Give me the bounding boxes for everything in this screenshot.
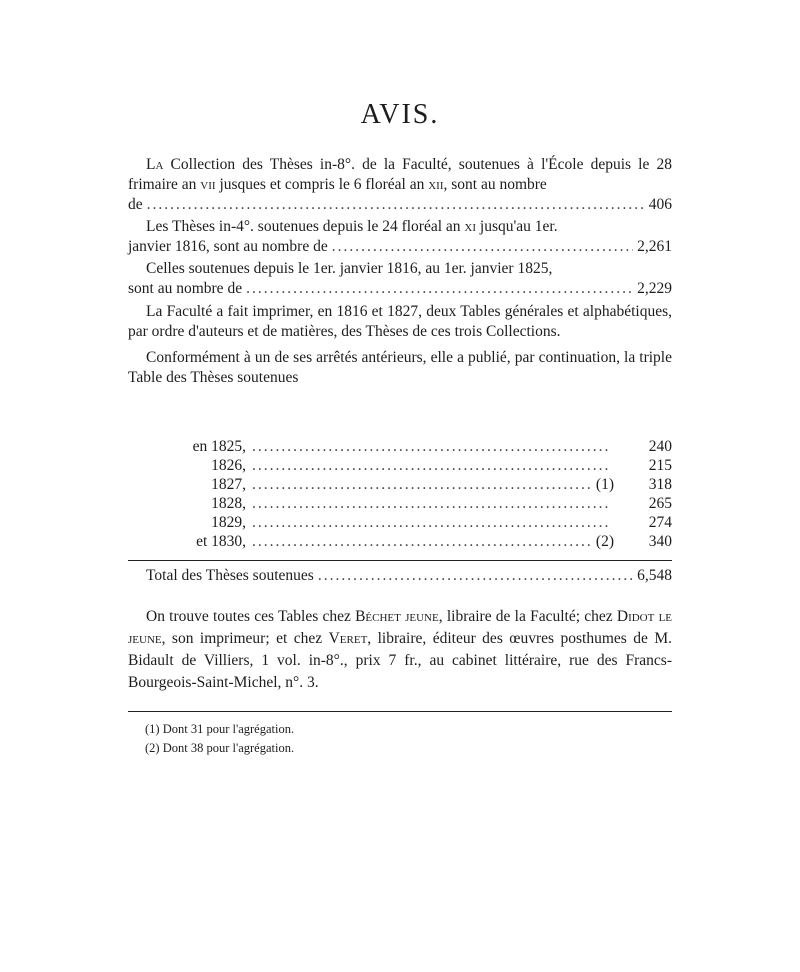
page-title: AVIS. xyxy=(360,98,440,130)
paragraph-availability xyxy=(128,606,672,694)
dot-leader xyxy=(252,475,590,494)
printer-name: Didot le jeune xyxy=(128,608,673,647)
table-row xyxy=(128,437,672,456)
total-label: Total des Thèses soutenues xyxy=(146,567,314,584)
count-row-octavo xyxy=(128,195,672,215)
year-label: en 1825, xyxy=(192,438,246,455)
footnote-2: (2) Dont 38 pour l'agrégation. xyxy=(145,741,295,755)
roman-year: vii xyxy=(200,176,216,193)
dot-leader xyxy=(252,513,608,532)
paragraph-continuation: Conformément à un de ses arrêtés antérieurs, elle a publié, par continuation, la triple Table des Thèses soutenues xyxy=(128,349,672,386)
paragraph-lead: La xyxy=(146,156,164,173)
footnote-ref: (2) xyxy=(595,533,614,550)
publisher-name: Veret xyxy=(328,630,368,647)
paragraph-text: , libraire de la Faculté; chez xyxy=(438,608,617,625)
year-label: et 1830, xyxy=(196,533,246,550)
year-label: 1827, xyxy=(211,476,246,493)
availability-section xyxy=(128,606,672,694)
paragraph-text: jusques et compris le 6 floréal an xyxy=(215,176,429,193)
year-count: 340 xyxy=(648,533,672,550)
row-count: 406 xyxy=(648,196,672,213)
paragraph-tables: La Faculté a fait imprimer, en 1816 et 1827, deux Tables générales et alphabétiques, par ordre d'auteurs et de matières, des Thèses de ces trois Collections. xyxy=(128,303,672,340)
year-count: 274 xyxy=(648,514,672,531)
count-row-quarto xyxy=(128,237,672,257)
paragraph-text: Les Thèses in-4°. soutenues depuis le 24 floréal an xyxy=(146,218,465,235)
footnote-ref: (1) xyxy=(595,476,614,493)
paragraph-text: Collection des Thèses in-8°. de la Faculté, soutenues à l'École depuis le 28 frimaire an xyxy=(128,156,672,193)
year-label: 1829, xyxy=(211,514,246,531)
paragraph-1816-1825 xyxy=(128,259,672,279)
dot-leader xyxy=(318,566,633,586)
table-row xyxy=(128,475,672,494)
dot-leader xyxy=(252,532,590,551)
dot-leader xyxy=(252,437,608,456)
notice-body xyxy=(128,155,672,388)
roman-year: xii xyxy=(428,176,444,193)
total-row xyxy=(128,566,672,586)
paragraph-text: jusqu'au 1er. xyxy=(476,218,558,235)
footnote-1: (1) Dont 31 pour l'agrégation. xyxy=(145,722,295,736)
paragraph-text: , sont au nombre xyxy=(443,176,547,193)
dot-leader xyxy=(252,494,608,513)
year-count: 318 xyxy=(648,476,672,493)
year-label: 1826, xyxy=(211,457,246,474)
footnotes xyxy=(145,720,294,758)
table-row xyxy=(128,456,672,475)
row-count: 2,261 xyxy=(637,238,672,255)
roman-year: xi xyxy=(464,218,477,235)
table-row xyxy=(128,532,672,551)
row-label: janvier 1816, sont au nombre de xyxy=(128,238,328,255)
theses-table xyxy=(128,437,672,551)
divider-rule xyxy=(128,560,672,561)
paragraph-quarto-theses xyxy=(128,217,672,237)
dot-leader xyxy=(252,456,608,475)
count-row-1816-1825 xyxy=(128,279,672,299)
paragraph-octavo-collection xyxy=(128,155,672,195)
paragraph-text: Celles soutenues depuis le 1er. janvier 1816, au 1er. janvier 1825, xyxy=(146,260,553,277)
year-count: 265 xyxy=(648,495,672,512)
dot-leader xyxy=(246,279,633,299)
paragraph-text: On trouve toutes ces Tables chez xyxy=(146,608,356,625)
year-count: 215 xyxy=(648,457,672,474)
bookseller-name: Béchet jeune xyxy=(355,608,439,625)
dot-leader xyxy=(332,237,633,257)
table-row xyxy=(128,494,672,513)
dot-leader xyxy=(147,195,645,215)
year-label: 1828, xyxy=(211,495,246,512)
footnote-rule xyxy=(128,711,672,712)
total-section xyxy=(128,566,672,586)
paragraph-text: , son imprimeur; et chez xyxy=(161,630,329,647)
table-row xyxy=(128,513,672,532)
paragraph-text: , libraire, éditeur des œuvres posthumes de M. Bidault de Villiers, 1 vol. in-8°., prix 7 fr., au cabinet littéraire, rue des Francs-Bourgeois-Saint-Michel, n°. 3. xyxy=(128,630,673,691)
total-count: 6,548 xyxy=(637,567,672,584)
row-label: de xyxy=(128,196,143,213)
row-label: sont au nombre de xyxy=(128,280,243,297)
row-count: 2,229 xyxy=(637,280,672,297)
year-count: 240 xyxy=(648,438,672,455)
